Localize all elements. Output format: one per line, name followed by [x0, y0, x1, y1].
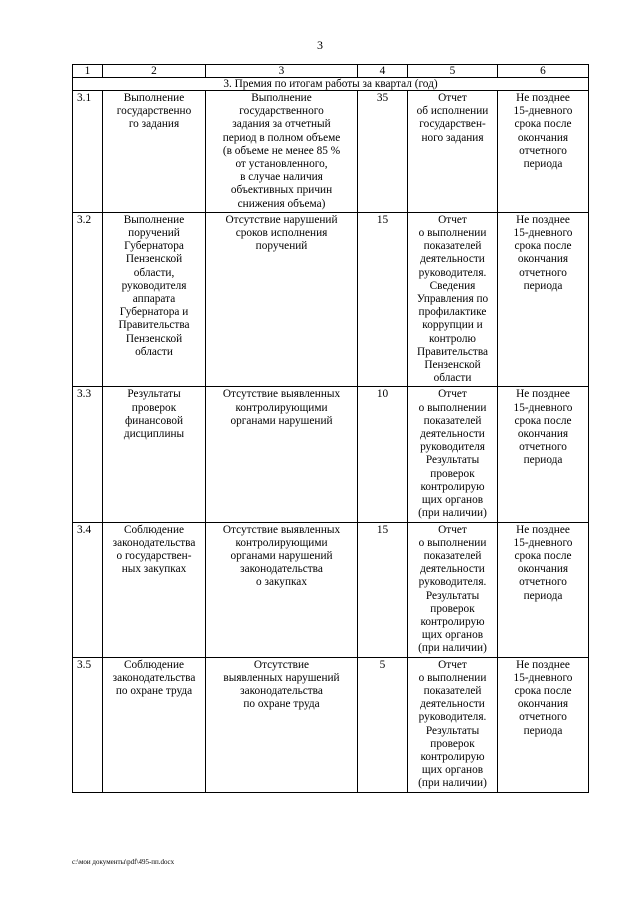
- source-document-cell: [408, 657, 498, 792]
- source-document-line: Управления по: [416, 293, 489, 306]
- indicator-name-line: Соблюдение: [123, 523, 185, 536]
- source-document-line: контролю: [429, 332, 476, 345]
- table-row: [73, 212, 589, 387]
- source-document-line: показателей: [423, 240, 482, 253]
- criterion-text-line: период в полном объеме: [222, 131, 341, 144]
- indicator-name-line: законодательства: [112, 671, 196, 684]
- criterion-text-line: задания за отчетный: [232, 118, 331, 131]
- criterion-text-line: сроков исполнения: [235, 227, 328, 240]
- source-document-line: Сведения: [429, 279, 476, 292]
- deadline-text-line: 15-дневного: [513, 401, 573, 414]
- indicator-name-line: дисциплины: [123, 428, 185, 441]
- row-number-cell: 3.2: [73, 212, 103, 387]
- deadline-text-line: срока после: [514, 549, 572, 562]
- criteria-table: [72, 64, 589, 793]
- source-document-line: о выполнении: [418, 227, 487, 240]
- indicator-name-line: аппарата: [132, 293, 176, 306]
- deadline-text-cell: [498, 522, 589, 657]
- indicator-name-line: Пензенской: [125, 253, 183, 266]
- criterion-text-line: объективных причин: [230, 184, 333, 197]
- deadline-text-line: окончания: [517, 131, 569, 144]
- indicator-name-line: руководителя: [121, 279, 187, 292]
- deadline-text-line: отчетного: [519, 711, 567, 724]
- source-document-line: о выполнении: [418, 536, 487, 549]
- header-cell: 4: [358, 65, 408, 78]
- source-document-line: руководителя.: [418, 576, 487, 589]
- indicator-name-line: законодательства: [112, 536, 196, 549]
- criterion-text-line: выявленных нарушений: [223, 671, 340, 684]
- source-document-cell: [408, 91, 498, 213]
- deadline-text-line: окончания: [517, 563, 569, 576]
- points-value-cell: 15: [358, 212, 408, 387]
- deadline-text-line: отчетного: [519, 266, 567, 279]
- deadline-text-line: Не позднее: [516, 388, 570, 401]
- source-document-line: коррупции и: [422, 319, 483, 332]
- criterion-text-line: о закупках: [256, 576, 307, 589]
- criterion-text-line: Отсутствие выявленных: [222, 388, 341, 401]
- deadline-text-line: периода: [523, 454, 563, 467]
- indicator-name-line: по охране труда: [115, 684, 193, 697]
- header-row: [73, 65, 589, 78]
- header-cell: 3: [206, 65, 358, 78]
- indicator-name-line: области: [135, 345, 173, 358]
- deadline-text-line: срока после: [514, 118, 572, 131]
- header-cell: 1: [73, 65, 103, 78]
- source-document-line: Результаты: [425, 454, 480, 467]
- source-document-line: проверок: [430, 467, 475, 480]
- indicator-name-cell: [103, 387, 206, 522]
- source-document-line: Отчет: [438, 388, 467, 401]
- source-document-line: деятельности: [420, 428, 485, 441]
- deadline-text-line: периода: [523, 279, 563, 292]
- source-document-cell: [408, 212, 498, 387]
- deadline-text-cell: [498, 387, 589, 522]
- source-document-line: щих органов: [421, 629, 484, 642]
- deadline-text-line: окончания: [517, 253, 569, 266]
- row-number-cell: 3.3: [73, 387, 103, 522]
- indicator-name-line: финансовой: [124, 414, 184, 427]
- indicator-name-line: Правительства: [118, 319, 190, 332]
- indicator-name-line: о государствен-: [116, 549, 192, 562]
- source-document-cell: [408, 387, 498, 522]
- table-row: [73, 387, 589, 522]
- source-document-line: о выполнении: [418, 671, 487, 684]
- indicator-name-line: ных закупках: [121, 563, 187, 576]
- points-value-cell: 5: [358, 657, 408, 792]
- criterion-text-cell: [206, 212, 358, 387]
- deadline-text-line: Не позднее: [516, 658, 570, 671]
- deadline-text-line: срока после: [514, 240, 572, 253]
- deadline-text-line: Не позднее: [516, 92, 570, 104]
- source-document-line: контролирую: [420, 750, 485, 763]
- deadline-text-cell: [498, 91, 589, 213]
- row-number-cell: 3.1: [73, 91, 103, 213]
- criterion-text-line: от установленного,: [235, 158, 328, 171]
- source-document-line: контролирую: [420, 615, 485, 628]
- indicator-name-line: Выполнение: [123, 92, 185, 104]
- page-number: 3: [317, 38, 323, 52]
- deadline-text-line: 15-дневного: [513, 536, 573, 549]
- source-document-line: контролирую: [420, 480, 485, 493]
- criterion-text-line: по охране труда: [243, 698, 320, 711]
- indicator-name-line: Соблюдение: [123, 658, 185, 671]
- table-row: [73, 657, 589, 792]
- deadline-text-line: окончания: [517, 698, 569, 711]
- points-value-cell: 15: [358, 522, 408, 657]
- source-document-line: (при наличии): [418, 642, 487, 655]
- source-document-line: Отчет: [438, 92, 467, 104]
- deadline-text-cell: [498, 657, 589, 792]
- deadline-text-line: периода: [523, 589, 563, 602]
- row-number-cell: 3.4: [73, 522, 103, 657]
- criterion-text-cell: [206, 522, 358, 657]
- source-document-line: ного задания: [421, 131, 484, 144]
- source-document-line: проверок: [430, 737, 475, 750]
- criterion-text-line: Выполнение: [251, 92, 312, 104]
- criterion-text-line: органами нарушений: [230, 414, 333, 427]
- indicator-name-line: области,: [133, 266, 175, 279]
- criterion-text-cell: [206, 91, 358, 213]
- source-document-line: щих органов: [421, 764, 484, 777]
- indicator-name-line: Выполнение: [123, 213, 185, 226]
- criterion-text-line: законодательства: [240, 684, 323, 697]
- source-document-line: Отчет: [438, 658, 467, 671]
- criterion-text-line: (в объеме не менее 85 %: [222, 144, 341, 157]
- deadline-text-cell: [498, 212, 589, 387]
- row-number-cell: 3.5: [73, 657, 103, 792]
- indicator-name-line: Губернатора и: [119, 306, 189, 319]
- source-document-line: показателей: [423, 684, 482, 697]
- indicator-name-line: Пензенской: [125, 332, 183, 345]
- source-document-line: Правительства: [416, 345, 489, 358]
- source-document-line: об исполнении: [416, 105, 489, 118]
- source-document-line: Результаты: [425, 589, 480, 602]
- deadline-text-line: периода: [523, 724, 563, 737]
- header-cell: 2: [103, 65, 206, 78]
- criterion-text-line: государственного: [239, 105, 324, 118]
- source-document-line: показателей: [423, 549, 482, 562]
- deadline-text-line: 15-дневного: [513, 105, 573, 118]
- source-document-line: (при наличии): [418, 777, 487, 790]
- indicator-name-cell: [103, 522, 206, 657]
- indicator-name-line: Губернатора: [124, 240, 184, 253]
- criterion-text-line: Отсутствие выявленных: [222, 523, 341, 536]
- indicator-name-cell: [103, 91, 206, 213]
- points-value-cell: 35: [358, 91, 408, 213]
- source-document-line: Результаты: [425, 724, 480, 737]
- criterion-text-cell: [206, 387, 358, 522]
- header-cell: 6: [498, 65, 589, 78]
- source-document-line: о выполнении: [418, 401, 487, 414]
- source-document-line: (при наличии): [418, 507, 487, 520]
- source-document-line: области: [433, 372, 472, 385]
- section-title: 3. Премия по итогам работы за квартал (год): [73, 78, 589, 91]
- source-document-line: щих органов: [421, 494, 484, 507]
- source-document-line: Отчет: [438, 213, 467, 226]
- criterion-text-line: снижения объема): [237, 197, 326, 210]
- indicator-name-line: го задания: [128, 118, 180, 131]
- source-document-line: руководителя: [420, 441, 485, 454]
- source-document-line: профилактике: [418, 306, 487, 319]
- source-document-line: государствен-: [419, 118, 486, 131]
- deadline-text-line: Не позднее: [516, 523, 570, 536]
- criterion-text-line: контролирующими: [235, 401, 328, 414]
- deadline-text-line: 15-дневного: [513, 671, 573, 684]
- indicator-name-line: поручений: [128, 227, 180, 240]
- source-document-line: Отчет: [438, 523, 467, 536]
- deadline-text-line: окончания: [517, 428, 569, 441]
- source-document-line: руководителя.: [418, 711, 487, 724]
- deadline-text-line: отчетного: [519, 441, 567, 454]
- criterion-text-line: поручений: [255, 240, 308, 253]
- source-document-cell: [408, 522, 498, 657]
- deadline-text-line: отчетного: [519, 144, 567, 157]
- indicator-name-cell: [103, 212, 206, 387]
- source-document-line: Пензенской: [424, 359, 481, 372]
- footer-file-path: c:\мои документы\pdf\495-пп.docx: [72, 858, 175, 866]
- criterion-text-line: контролирующими: [235, 536, 328, 549]
- table-row: [73, 91, 589, 213]
- deadline-text-line: 15-дневного: [513, 227, 573, 240]
- criterion-text-cell: [206, 657, 358, 792]
- points-value-cell: 10: [358, 387, 408, 522]
- indicator-name-line: проверок: [131, 401, 177, 414]
- source-document-line: руководителя.: [418, 266, 487, 279]
- source-document-line: деятельности: [420, 253, 485, 266]
- indicator-name-line: Результаты: [127, 388, 181, 401]
- table-row: [73, 522, 589, 657]
- source-document-line: деятельности: [420, 563, 485, 576]
- criterion-text-line: органами нарушений: [230, 549, 333, 562]
- deadline-text-line: срока после: [514, 414, 572, 427]
- deadline-text-line: периода: [523, 158, 563, 171]
- indicator-name-cell: [103, 657, 206, 792]
- deadline-text-line: срока после: [514, 684, 572, 697]
- source-document-line: показателей: [423, 414, 482, 427]
- deadline-text-line: отчетного: [519, 576, 567, 589]
- criterion-text-line: в случае наличия: [240, 171, 323, 184]
- criterion-text-line: законодательства: [240, 563, 323, 576]
- deadline-text-line: Не позднее: [516, 213, 570, 226]
- header-cell: 5: [408, 65, 498, 78]
- source-document-line: проверок: [430, 602, 475, 615]
- source-document-line: деятельности: [420, 698, 485, 711]
- criterion-text-line: Отсутствие нарушений: [225, 213, 338, 226]
- indicator-name-line: государственно: [116, 105, 192, 118]
- section-row: [73, 78, 589, 91]
- criterion-text-line: Отсутствие: [253, 658, 310, 671]
